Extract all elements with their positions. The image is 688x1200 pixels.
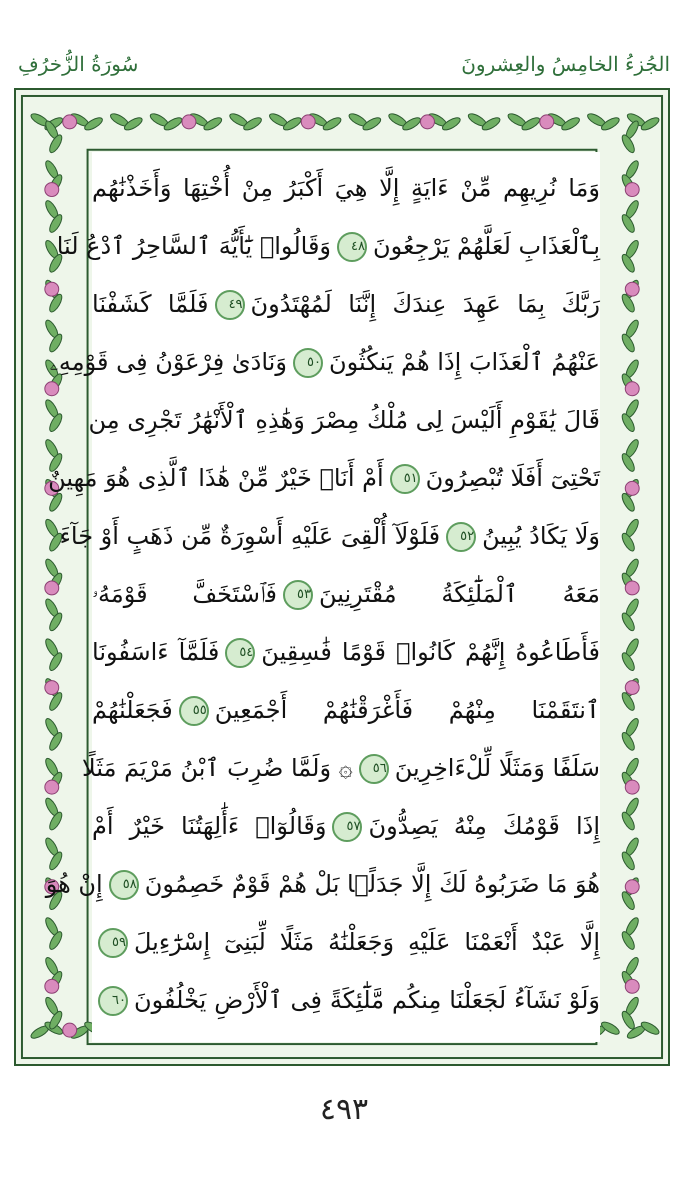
verse-text: رَبَّكَ بِمَا عَهِدَ عِندَكَ إِنَّنَا لَمُهْتَدُونَ <box>250 290 600 318</box>
ayah-number-marker: ٥٤ <box>225 638 255 668</box>
verse-text: وَقَالُوٓا۟ ءَأَٰلِهَتُنَا خَيْرٌ أَمْ <box>92 812 327 840</box>
verse-text: إِنْ هُوَ <box>45 870 103 898</box>
verse-text: إِذَا قَوْمُكَ مِنْهُ يَصِدُّونَ <box>368 812 601 840</box>
quran-line-8 <box>92 566 600 622</box>
verse-text: وَنَادَىٰ فِرْعَوْنُ فِى قَوْمِهِۦ <box>49 348 287 376</box>
ayah-number-marker: ٦٠ <box>98 986 128 1016</box>
quran-line-3 <box>92 276 600 332</box>
ayah-number-marker: ٥٣ <box>283 580 313 610</box>
border-flower <box>63 1023 77 1037</box>
quran-text-area <box>45 152 601 1042</box>
verse-text: وَمَا نُرِيهِم مِّنْ ءَايَةٍ إِلَّا هِيَ أَكْبَرُ مِنْ أُخْتِهَا وَأَخَذْنَٰهُم <box>92 174 600 202</box>
ayah-number-marker: ٤٩ <box>215 290 245 320</box>
border-flower <box>45 780 59 794</box>
quran-line-13 <box>45 856 600 912</box>
ayah-number-marker: ٥٠ <box>293 348 323 378</box>
verse-text: وَلَوْ نَشَآءُ لَجَعَلْنَا مِنكُم مَّلَٰٓئِكَةً فِى ٱلْأَرْضِ يَخْلُفُونَ <box>134 986 600 1014</box>
border-flower <box>625 581 639 595</box>
ayah-number-marker: ٥٧ <box>332 812 362 842</box>
quran-line-10 <box>92 682 600 738</box>
quran-line-2 <box>56 218 600 274</box>
verse-text: قَالَ يَٰقَوْمِ أَلَيْسَ لِى مُلْكُ مِصْرَ وَهَٰذِهِ ٱلْأَنْهَٰرُ تَجْرِى مِن <box>88 406 600 434</box>
ayah-number-marker: ٥٩ <box>98 928 128 958</box>
quran-line-12 <box>92 798 600 854</box>
verse-text: فَجَعَلْنَٰهُمْ <box>92 696 173 724</box>
quran-line-14 <box>92 914 600 970</box>
quran-line-6 <box>48 450 600 506</box>
border-flower <box>625 382 639 396</box>
verse-text: فَلَمَّا كَشَفْنَا <box>92 290 209 318</box>
border-flower <box>45 183 59 197</box>
border-flower <box>301 115 315 129</box>
page-number: ٤٩٣ <box>319 1092 369 1127</box>
ayah-number-marker: ٥١ <box>390 464 420 494</box>
quran-line-9 <box>92 624 600 680</box>
border-flower <box>625 183 639 197</box>
ayah-number-marker: ٥٦ <box>359 754 389 784</box>
border-flower <box>45 979 59 993</box>
verse-text: سَلَفًا وَمَثَلًا لِّلْءَاخِرِينَ <box>394 754 600 782</box>
ayah-number-marker: ٤٨ <box>337 232 367 262</box>
border-flower <box>45 681 59 695</box>
border-flower <box>45 282 59 296</box>
quran-line-1 <box>92 160 600 216</box>
verse-text: عَنْهُمُ ٱلْعَذَابَ إِذَا هُمْ يَنكُثُونَ <box>328 348 600 376</box>
page-header <box>18 48 670 88</box>
verse-text: فَٱسْتَخَفَّ قَوْمَهُۥ <box>92 580 277 608</box>
verse-text: هُوَ مَا ضَرَبُوهُ لَكَ إِلَّا جَدَلًۢا بَلْ هُمْ قَوْمٌ خَصِمُونَ <box>144 870 600 898</box>
ayah-number-marker: ٥٨ <box>109 870 139 900</box>
border-flower <box>625 780 639 794</box>
verse-text: تَحْتِىٓ أَفَلَا تُبْصِرُونَ <box>425 464 600 492</box>
border-flower <box>625 681 639 695</box>
border-flower <box>45 581 59 595</box>
quran-line-11 <box>82 740 600 796</box>
border-flower <box>540 115 554 129</box>
verse-text: ٱنتَقَمْنَا مِنْهُمْ فَأَغْرَقْنَٰهُمْ أَجْمَعِينَ <box>214 696 600 724</box>
verse-text: بِٱلْعَذَابِ لَعَلَّهُمْ يَرْجِعُونَ <box>373 232 600 260</box>
verse-text: وَقَالُوا۟ يَٰٓأَيُّهَ ٱلسَّاحِرُ ٱدْعُ لَنَا <box>56 232 332 260</box>
verse-text: أَمْ أَنَا۠ خَيْرٌ مِّنْ هَٰذَا ٱلَّذِى هُوَ مَهِينٌ <box>48 464 384 492</box>
border-flower <box>625 481 639 495</box>
verse-text: فَأَطَاعُوهُ إِنَّهُمْ كَانُوا۟ قَوْمًا فَٰسِقِينَ <box>261 638 600 666</box>
border-flower <box>63 115 77 129</box>
quran-line-5 <box>88 392 600 448</box>
verse-text: ۞ وَلَمَّا ضُرِبَ ٱبْنُ مَرْيَمَ مَثَلًا <box>82 754 353 782</box>
verse-text: مَعَهُ ٱلْمَلَٰٓئِكَةُ مُقْتَرِنِينَ <box>318 580 600 608</box>
juz-label: الجُزءُ الخامِسُ والعِشرونَ <box>461 52 670 76</box>
border-flower <box>421 115 435 129</box>
border-flower <box>182 115 196 129</box>
verse-text: فَلَوْلَآ أُلْقِىَ عَلَيْهِ أَسْوِرَةٌ مِّن ذَهَبٍ أَوْ جَآءَ <box>59 522 441 550</box>
quran-line-7 <box>59 508 600 564</box>
ayah-number-marker: ٥٥ <box>179 696 209 726</box>
ayah-number-marker: ٥٢ <box>446 522 476 552</box>
verse-text: وَلَا يَكَادُ يُبِينُ <box>482 522 600 550</box>
verse-text: فَلَمَّآ ءَاسَفُونَا <box>92 638 220 666</box>
quran-line-15 <box>92 972 600 1028</box>
border-flower <box>625 979 639 993</box>
verse-text: إِلَّا عَبْدٌ أَنْعَمْنَا عَلَيْهِ وَجَعَلْنَٰهُ مَثَلًا لِّبَنِىٓ إِسْرَٰٓءِيلَ <box>134 928 600 956</box>
surah-name: سُورَةُ الزُّخرُفِ <box>18 52 139 76</box>
border-flower <box>625 880 639 894</box>
quran-line-4 <box>49 334 600 390</box>
border-flower <box>625 282 639 296</box>
